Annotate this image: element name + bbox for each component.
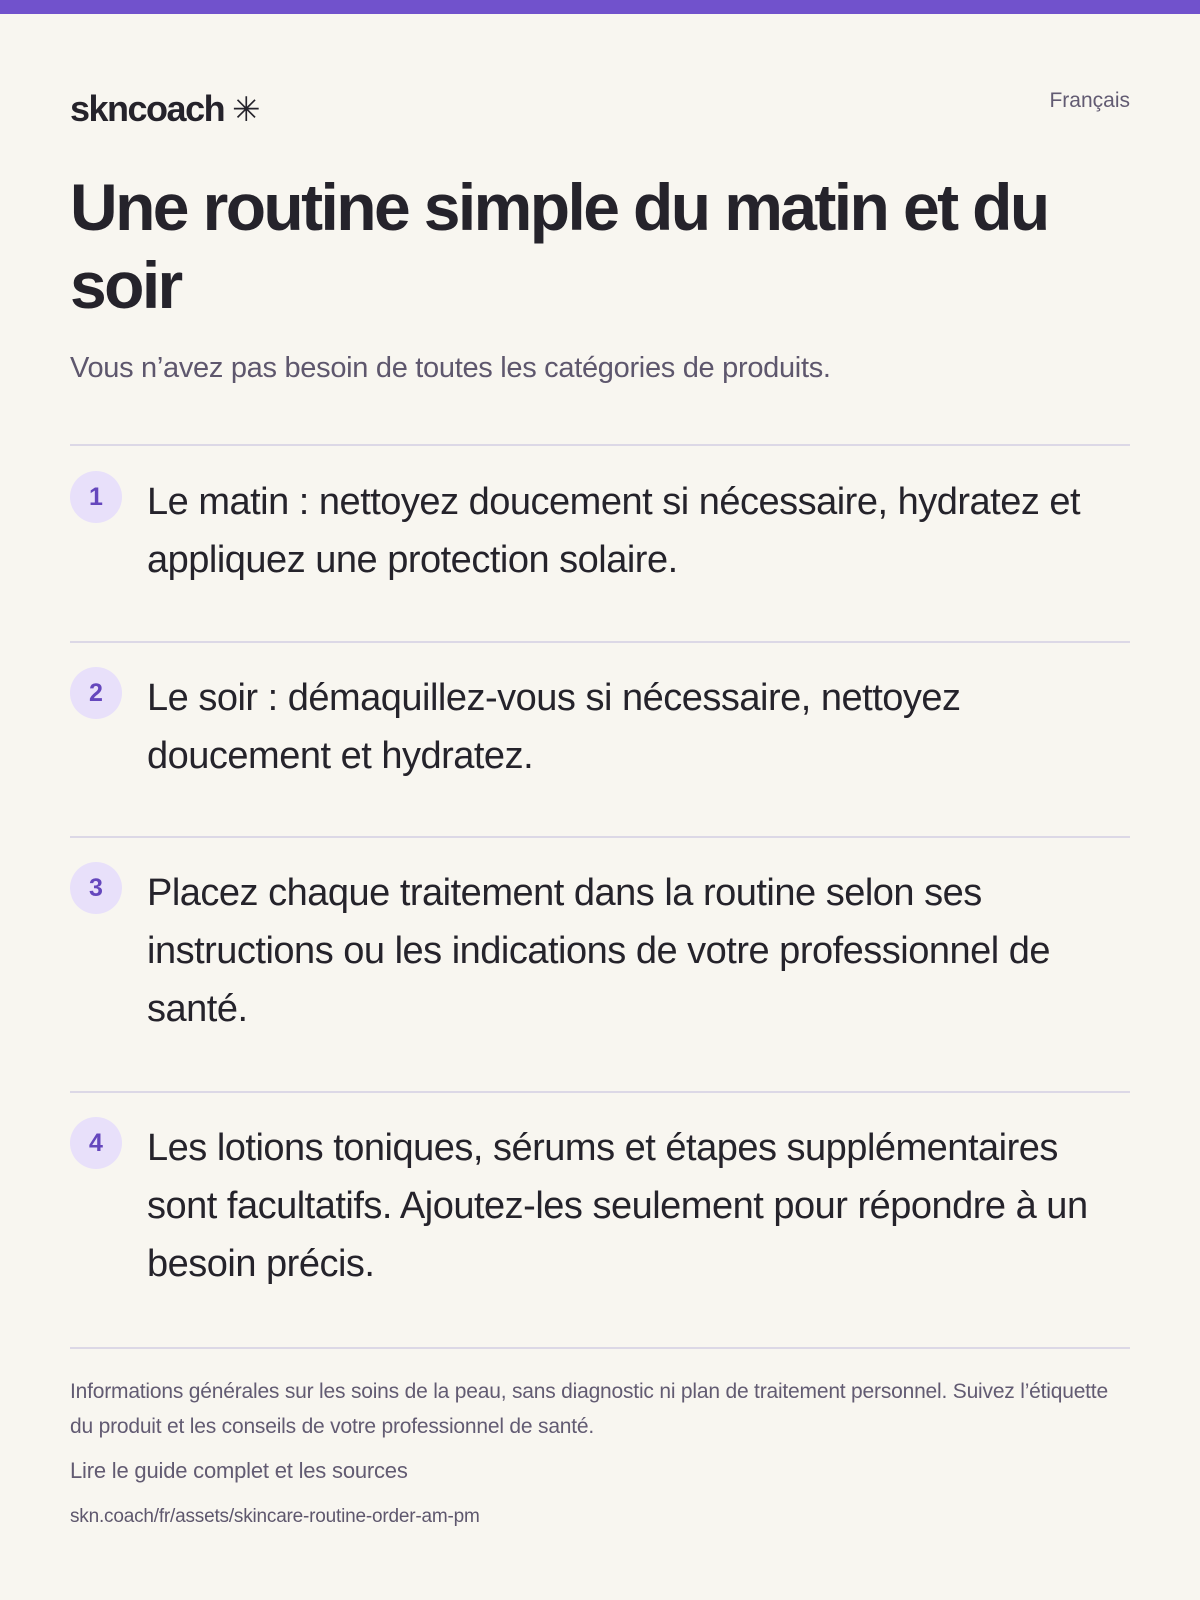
- source-url: skn.coach/fr/assets/skincare-routine-order-am-pm: [70, 1506, 480, 1527]
- page-title: Une routine simple du matin et du soir: [70, 170, 1048, 322]
- language-selector[interactable]: Français: [1049, 89, 1130, 112]
- divider: [70, 836, 1130, 838]
- step-number-badge: 3: [70, 862, 122, 914]
- step-text: Placez chaque traitement dans la routine selon ses instructions ou les indications de votre professionnel de santé.: [147, 872, 1051, 1030]
- asterisk-icon: ✳: [232, 91, 261, 129]
- brand-logo[interactable]: [70, 88, 261, 130]
- step-number-badge: 2: [70, 667, 122, 719]
- step-text: Le matin : nettoyez doucement si nécessaire, hydratez et appliquez une protection solaire.: [147, 481, 1081, 581]
- step-text: Les lotions toniques, sérums et étapes supplémentaires sont facultatifs. Ajoutez-les seulement pour répondre à un besoin précis.: [147, 1127, 1088, 1285]
- header: [70, 84, 1130, 134]
- accent-top-bar: [0, 0, 1200, 14]
- disclaimer-text: Informations générales sur les soins de la peau, sans diagnostic ni plan de traitement personnel. Suivez l’étiquette du produit et les conseils de votre professionnel de santé.: [70, 1380, 1108, 1438]
- divider: [70, 1091, 1130, 1093]
- divider: [70, 1347, 1130, 1349]
- step-text: Le soir : démaquillez-vous si nécessaire, nettoyez doucement et hydratez.: [147, 677, 961, 777]
- page-subtitle: Vous n’avez pas besoin de toutes les catégories de produits.: [70, 352, 831, 384]
- step-number-badge: 4: [70, 1117, 122, 1169]
- brand-name: skncoach: [70, 88, 225, 129]
- step-number-badge: 1: [70, 471, 122, 523]
- full-guide-link[interactable]: Lire le guide complet et les sources: [70, 1458, 408, 1483]
- divider: [70, 641, 1130, 643]
- divider: [70, 444, 1130, 446]
